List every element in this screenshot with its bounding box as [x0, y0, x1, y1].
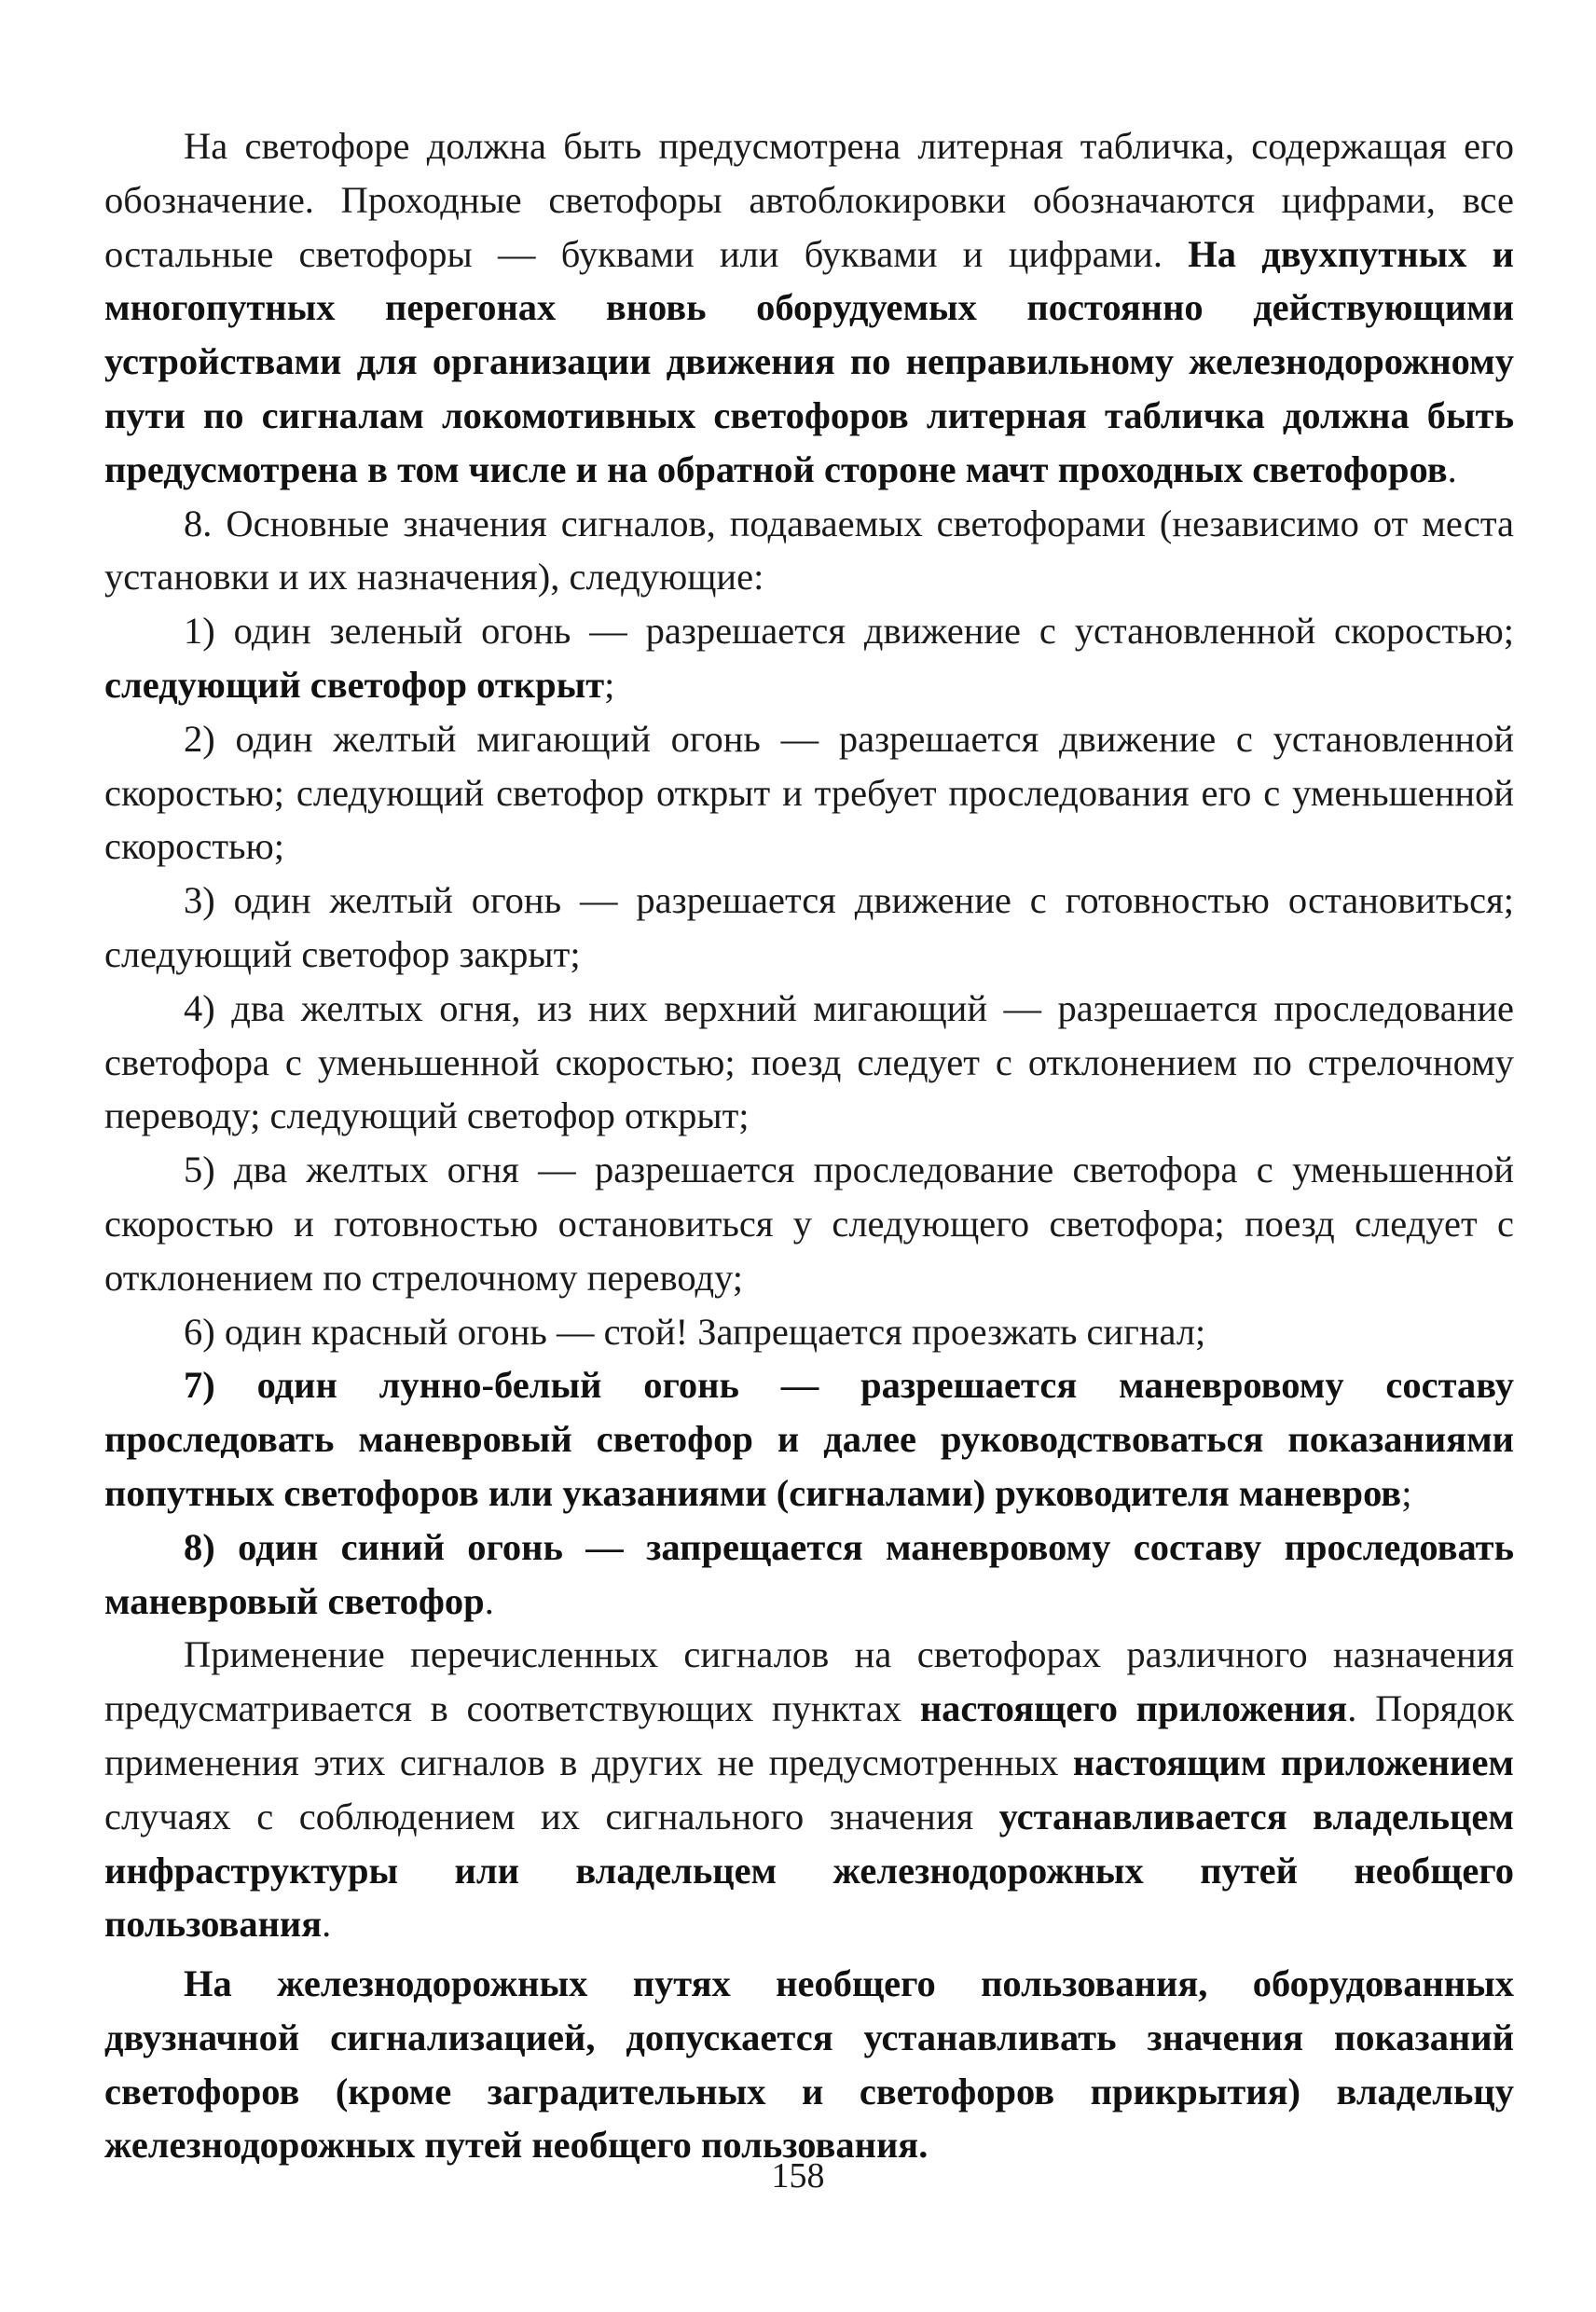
document-body: [104, 119, 1514, 2172]
paragraph-signal-2: [104, 712, 1514, 874]
bold-text-run: На железнодорожных путях необщего пользования, оборудованных двузначной сигнализацией, допускается устанавливать значения показаний светофоров (кроме заградительных и светофоров прикрытия) владельцу железнодорожных путей необщего пользования.: [104, 1962, 1514, 2167]
text-run: 3) один желтый огонь — разрешается движение с готовностью остановиться; следующий светофор закрыт;: [104, 879, 1514, 975]
paragraph-signal-5: [104, 1143, 1514, 1304]
paragraph-signal-6: [104, 1305, 1514, 1359]
text-run: 2) один желтый мигающий огонь — разрешается движение с установленной скоростью; следующий светофор открыт и требует проследования его с уменьшенной скоростью;: [104, 717, 1514, 868]
paragraph-application: [104, 1628, 1514, 1951]
bold-text-run: устанавливается владельцем инфраструктуры или владельцем железнодорожных путей необщего пользования: [104, 1795, 1514, 1946]
text-run: .: [1447, 447, 1457, 490]
text-run: случаях с соблюдением их сигнального значения: [104, 1795, 999, 1837]
paragraph-signal-4: [104, 982, 1514, 1143]
paragraph-signal-3: [104, 874, 1514, 982]
paragraph-signal-7: [104, 1358, 1514, 1520]
text-run: ;: [1401, 1471, 1412, 1514]
page-number: 158: [771, 2156, 825, 2195]
text-run: 8. Основные значения сигналов, подаваемых светофорами (независимо от места установки и их назначения), следующие:: [104, 502, 1514, 599]
text-run: .: [484, 1579, 494, 1622]
text-run: 4) два желтых огня, из них верхний мигающий — разрешается проследование светофора с уменьшенной скоростью; поезд следует с отклонением по стрелочному переводу; следующий светофор открыт;: [104, 986, 1514, 1137]
text-run: ;: [604, 663, 615, 706]
text-run: 1) один зеленый огонь — разрешается движение с установленной скоростью;: [184, 610, 1514, 653]
bold-text-run: 7) один лунно-белый огонь — разрешается маневровому составу проследовать маневровый светофор и далее руководствоваться показаниями попутных светофоров или указаниями (сигналами) руководителя маневров: [104, 1364, 1514, 1514]
text-run: .: [322, 1903, 332, 1946]
bold-text-run: На двухпутных и многопутных перегонах вновь оборудуемых постоянно действующими устройствами для организации движения по неправильному железнодорожному пути по сигналам локомотивных светофоров литерная табличка должна быть предусмотрена в том числе и на обратной стороне мачт проходных светофоров: [104, 232, 1514, 490]
paragraph-non-public-tracks: [104, 1957, 1514, 2172]
bold-text-run: настоящим приложением: [1072, 1741, 1515, 1783]
paragraph-item-8-intro: [104, 497, 1514, 605]
text-run: 6) один красный огонь — стой! Запрещается проезжать сигнал;: [184, 1310, 1206, 1353]
text-run: 5) два желтых огня — разрешается проследование светофора с уменьшенной скоростью и готовностью остановиться у следующего светофора; поезд следует с отклонением по стрелочному переводу;: [104, 1149, 1514, 1299]
text-run: На светофоре должна быть предусмотрена литерная табличка, содержащая его обозначение. Проходные светофоры автоблокировки обозначаются цифрами, все остальные светофоры — буквами или буквами и цифрами.: [104, 125, 1514, 275]
text-run: . Порядок применения этих сигналов в других не предусмотренных: [104, 1687, 1514, 1783]
paragraph-literal-plate: [104, 119, 1514, 497]
paragraph-signal-1: [104, 604, 1514, 712]
bold-text-run: 8) один синий огонь — запрещается маневровому составу проследовать маневровый светофор: [104, 1525, 1514, 1622]
text-run: Применение перечисленных сигналов на светофорах различного назначения предусматривается в соответствующих пунктах: [104, 1633, 1514, 1730]
bold-text-run: настоящего приложения: [919, 1687, 1348, 1730]
bold-text-run: следующий светофор открыт: [104, 663, 605, 706]
paragraph-signal-8: [104, 1521, 1514, 1629]
